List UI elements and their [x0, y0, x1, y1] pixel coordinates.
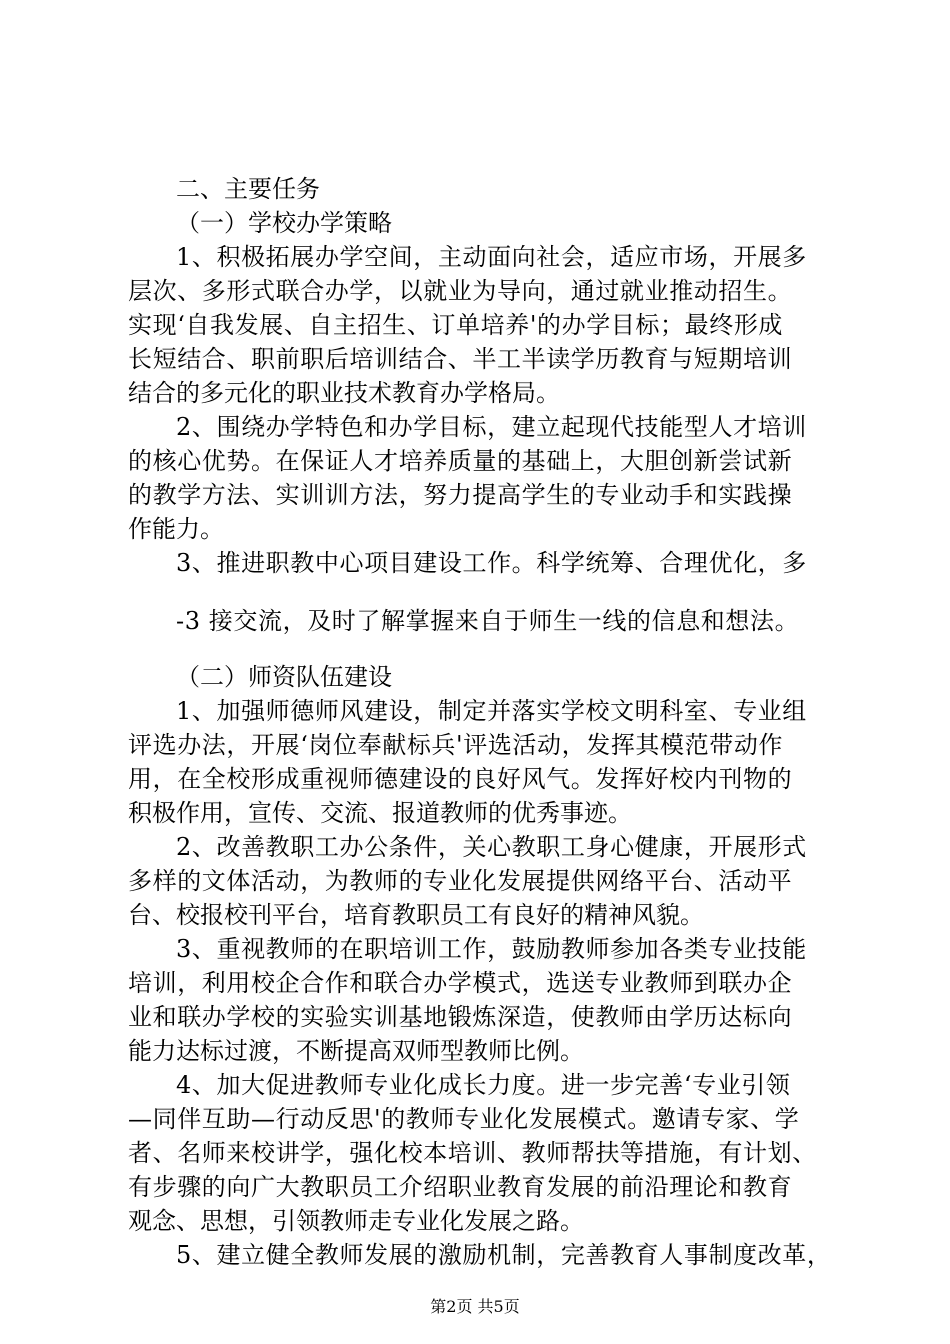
- paragraph-line: 台、校报校刊平台，培育教职员工有良好的精神风貌。: [128, 901, 704, 929]
- paragraph-line: 的教学方法、实训训方法，努力提高学生的专业动手和实践操: [128, 481, 793, 509]
- paragraph-line: 5、建立健全教师发展的激励机制，完善教育人事制度改革，: [176, 1241, 832, 1269]
- section-heading-main-tasks: 二、主要任务: [176, 175, 320, 203]
- paragraph-line: 培训，利用校企合作和联合办学模式，选送专业教师到联办企: [128, 969, 793, 997]
- page-number-footer: 第2页 共5页: [430, 1297, 520, 1316]
- paragraph-line: 层次、多形式联合办学，以就业为导向，通过就业推动招生。: [128, 277, 793, 305]
- paragraph-line: 2、围绕办学特色和办学目标，建立起现代技能型人才培训: [176, 413, 807, 441]
- paragraph-line: 实现‘自我发展、自主招生、订单培养'的办学目标；最终形成: [128, 311, 784, 339]
- paragraph-line: 观念、思想，引领教师走专业化发展之路。: [128, 1207, 584, 1235]
- paragraph-line: 2、改善教职工办公条件，关心教职工身心健康，开展形式: [176, 833, 807, 861]
- paragraph-line: 结合的多元化的职业技术教育办学格局。: [128, 379, 560, 407]
- paragraph-line: 的核心优势。在保证人才培养质量的基础上，大胆创新尝试新: [128, 447, 793, 475]
- paragraph-line: 积极作用，宣传、交流、报道教师的优秀事迹。: [128, 799, 632, 827]
- paragraph-line: 1、积极拓展办学空间，主动面向社会，适应市场，开展多: [176, 243, 807, 271]
- paragraph-line: 3、重视教师的在职培训工作，鼓励教师参加各类专业技能: [176, 935, 807, 963]
- paragraph-line: 作能力。: [128, 515, 224, 543]
- paragraph-line: 者、名师来校讲学，强化校本培训、教师帮扶等措施，有计划、: [128, 1139, 817, 1167]
- paragraph-line: 能力达标过渡，不断提高双师型教师比例。: [128, 1037, 584, 1065]
- paragraph-line: —同伴互助—行动反思'的教师专业化发展模式。邀请专家、学: [128, 1105, 800, 1133]
- paragraph-line: 3、推进职教中心项目建设工作。科学统筹、合理优化，多: [176, 549, 807, 577]
- paragraph-line: 评选办法，开展‘岗位奉献标兵'评选活动，发挥其模范带动作: [128, 731, 784, 759]
- subsection-heading-teaching-staff: （二）师资队伍建设: [176, 663, 392, 691]
- subsection-heading-school-strategy: （一）学校办学策略: [176, 209, 392, 237]
- paragraph-line: 1、加强师德师风建设，制定并落实学校文明科室、专业组: [176, 697, 807, 725]
- page-break-fragment-line: -3 接交流，及时了解掌握来自于师生一线的信息和想法。: [176, 607, 800, 635]
- paragraph-line: 业和联办学校的实验实训基地锻炼深造，使教师由学历达标向: [128, 1003, 793, 1031]
- paragraph-line: 多样的文体活动，为教师的专业化发展提供网络平台、活动平: [128, 867, 793, 895]
- paragraph-line: 用，在全校形成重视师德建设的良好风气。发挥好校内刊物的: [128, 765, 793, 793]
- paragraph-line: 长短结合、职前职后培训结合、半工半读学历教育与短期培训: [128, 345, 793, 373]
- paragraph-line: 有步骤的向广大教职员工介绍职业教育发展的前沿理论和教育: [128, 1173, 793, 1201]
- paragraph-line: 4、加大促进教师专业化成长力度。进一步完善‘专业引领: [176, 1071, 791, 1099]
